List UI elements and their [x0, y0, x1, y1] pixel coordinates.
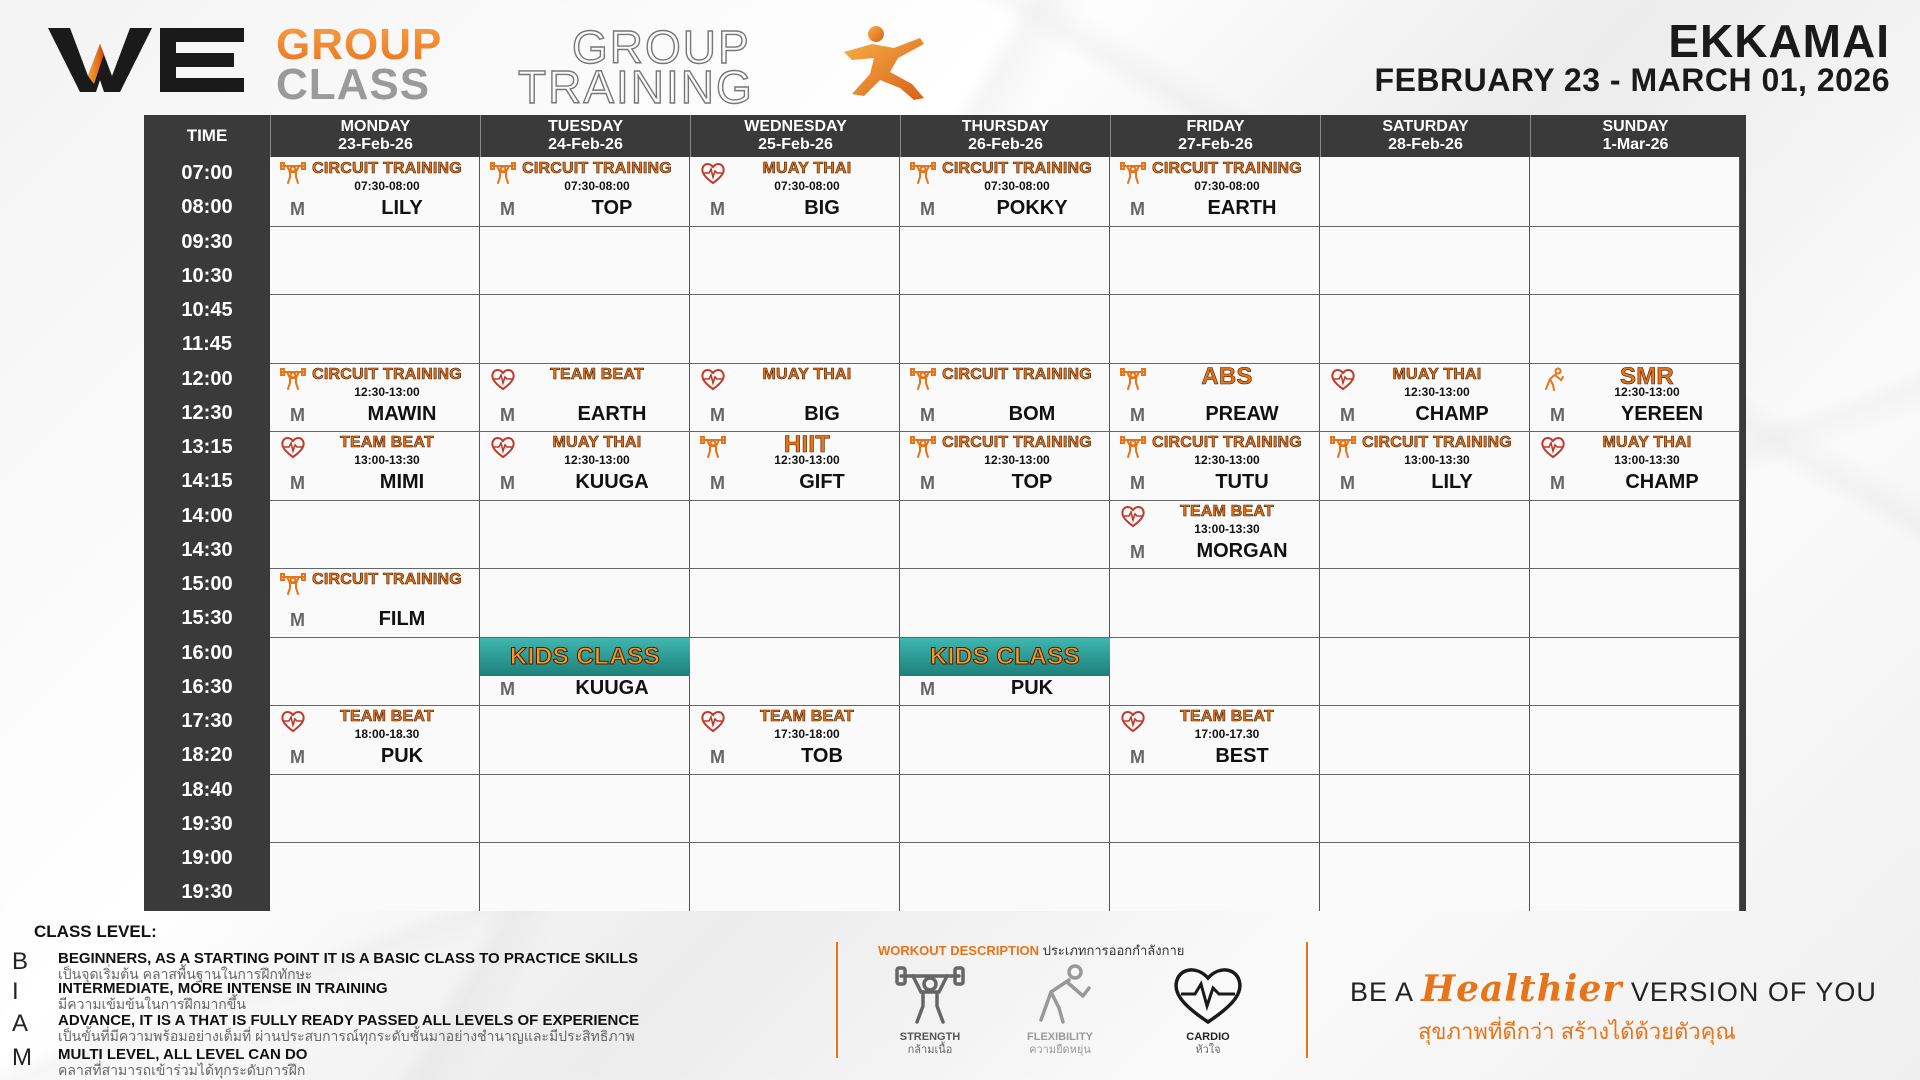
- coach-name: LILY: [1431, 471, 1473, 493]
- level-description-th: เป็นขั้นที่มีความพร้อมอย่างเต็มที่ ผ่านประสบการณ์ทุกระดับชั้นมาอย่างชำนาญและมีประสิทธิภาพ: [58, 1028, 635, 1044]
- time-start: 16:00: [181, 641, 233, 664]
- class-cell[interactable]: [480, 431, 690, 499]
- class-name: CIRCUIT TRAINING: [1152, 434, 1302, 451]
- workout-title-en: WORKOUT DESCRIPTION: [878, 943, 1040, 958]
- class-cell[interactable]: [1110, 363, 1320, 431]
- coach-name: GIFT: [799, 471, 845, 493]
- time-end: 14:15: [181, 470, 233, 492]
- grid-row-line: [270, 294, 1740, 295]
- grid-row-line: [270, 842, 1740, 843]
- slogan: [1350, 968, 1877, 1010]
- level-description: MULTI LEVEL, ALL LEVEL CAN DO: [58, 1046, 308, 1063]
- class-name: CIRCUIT TRAINING: [312, 160, 462, 177]
- class-time: 13:00-13:30: [1404, 453, 1470, 467]
- workout-title-th: ประเภทการออกกำลังกาย: [1042, 943, 1185, 958]
- class-name: TEAM BEAT: [340, 434, 434, 451]
- slogan-post: VERSION OF YOU: [1622, 977, 1877, 1007]
- day-name: WEDNESDAY: [744, 118, 847, 135]
- title-class-bold: CLASS: [276, 60, 431, 109]
- day-date: 24-Feb-26: [548, 136, 623, 153]
- class-cell[interactable]: [1320, 363, 1530, 431]
- schedule-table: [144, 115, 1746, 911]
- class-cell[interactable]: [480, 157, 690, 225]
- class-name: TEAM BEAT: [760, 708, 854, 725]
- class-cell[interactable]: [1530, 363, 1740, 431]
- coach-name: MAWIN: [367, 402, 437, 425]
- day-date: 27-Feb-26: [1178, 136, 1253, 153]
- class-time: 12:30-13:00: [984, 453, 1050, 467]
- class-cell[interactable]: [690, 705, 900, 773]
- level-description: ADVANCE, IT IS A THAT IS FULLY READY PASSED ALL LEVELS OF EXPERIENCE: [58, 1012, 640, 1029]
- class-time: 07:30-08:00: [354, 179, 420, 193]
- class-level: M: [1550, 473, 1565, 493]
- class-time: 12:30-13:00: [564, 453, 630, 467]
- runner-icon: [824, 22, 944, 102]
- class-time: 17:30-18:00: [774, 727, 840, 741]
- level-letter: B: [12, 948, 29, 975]
- time-start: 07:00: [181, 162, 233, 184]
- coach-name: KUUGA: [575, 676, 649, 699]
- class-time: 12:30-13:00: [1404, 384, 1470, 399]
- time-start: 15:00: [181, 573, 233, 595]
- time-slot: [144, 157, 270, 226]
- class-name: TEAM BEAT: [1180, 502, 1274, 520]
- grid-body: [270, 157, 1740, 911]
- time-start: 09:30: [181, 230, 233, 253]
- class-time: 12:30-13:00: [1194, 453, 1260, 467]
- class-level: M: [1130, 747, 1145, 767]
- day-date: 25-Feb-26: [758, 136, 833, 153]
- time-start: 10:45: [181, 299, 233, 321]
- class-level: M: [500, 678, 515, 699]
- flexibility-icon: [1023, 962, 1097, 1026]
- time-slot: [144, 226, 270, 295]
- day-header-thursday: [900, 115, 1110, 157]
- day-header-monday: [270, 115, 480, 157]
- time-end: 11:45: [181, 333, 233, 355]
- class-time: 18:00-18.30: [354, 727, 420, 741]
- class-cell[interactable]: [1110, 500, 1320, 568]
- level-description-th: มีความเข้มข้นในการฝึกมากขึ้น: [58, 996, 246, 1012]
- class-name: ABS: [1201, 362, 1253, 390]
- time-end: 19:30: [181, 881, 233, 903]
- class-cell[interactable]: [900, 157, 1110, 225]
- day-name: THURSDAY: [961, 118, 1050, 135]
- grid-row-line: [270, 705, 1740, 706]
- class-level: M: [710, 473, 725, 493]
- grid-column-line: [1739, 157, 1740, 911]
- coach-name: CHAMP: [1415, 402, 1489, 425]
- time-end: 18:20: [181, 744, 233, 766]
- grid-column-line: [899, 157, 900, 911]
- coach-name: TOB: [801, 745, 843, 767]
- time-end: 08:00: [181, 196, 233, 218]
- class-cell[interactable]: [270, 568, 480, 636]
- time-slot: [144, 705, 270, 774]
- flexibility-legend: [1010, 962, 1110, 1062]
- time-slot: [144, 637, 270, 706]
- time-slot: [144, 431, 270, 500]
- class-name: MUAY THAI: [762, 365, 852, 383]
- coach-name: PUK: [380, 745, 424, 767]
- level-description-th: เป็นจุดเริ่มต้น คลาสพื้นฐานในการฝึกทักษะ: [58, 966, 313, 982]
- class-name: TEAM BEAT: [340, 708, 434, 725]
- class-cell[interactable]: [270, 363, 480, 431]
- table-right-border: [1740, 115, 1746, 911]
- time-end: 14:30: [181, 538, 233, 561]
- time-header: TIME: [186, 126, 228, 145]
- class-level: M: [1130, 473, 1145, 493]
- class-cell[interactable]: [1110, 157, 1320, 225]
- class-name: CIRCUIT TRAINING: [522, 160, 672, 177]
- class-time: 13:00-13:30: [354, 453, 420, 467]
- class-name: MUAY THAI: [552, 434, 642, 451]
- level-letter: M: [12, 1044, 32, 1071]
- day-name: SATURDAY: [1382, 118, 1469, 135]
- class-level: M: [1130, 199, 1145, 219]
- class-level: M: [1130, 541, 1145, 562]
- coach-name: CHAMP: [1625, 471, 1699, 493]
- class-name: TEAM BEAT: [1180, 708, 1274, 725]
- time-slot: [144, 363, 270, 432]
- day-date: 26-Feb-26: [968, 136, 1043, 153]
- coach-name: TOP: [591, 197, 633, 219]
- day-name: FRIDAY: [1186, 118, 1245, 135]
- grid-row-line: [270, 568, 1740, 569]
- class-name: CIRCUIT TRAINING: [1362, 434, 1512, 451]
- class-level: M: [1130, 404, 1145, 425]
- class-level: M: [500, 473, 515, 493]
- class-cell[interactable]: [480, 363, 690, 431]
- time-end: 16:30: [181, 675, 233, 698]
- class-level: M: [290, 610, 305, 630]
- date-range: FEBRUARY 23 - MARCH 01, 2026: [1374, 62, 1890, 98]
- class-time: 17:00-17.30: [1194, 727, 1260, 741]
- footer-divider-left: [836, 942, 838, 1058]
- class-cell[interactable]: [900, 637, 1110, 705]
- day-name: TUESDAY: [548, 118, 623, 135]
- class-cell[interactable]: [480, 637, 690, 705]
- class-cell[interactable]: [270, 705, 480, 773]
- cardio-label-th: หัวใจ: [1195, 1044, 1221, 1056]
- day-name: MONDAY: [340, 118, 411, 135]
- class-level: M: [500, 199, 515, 219]
- class-cell[interactable]: [270, 431, 480, 499]
- cardio-label: CARDIO: [1186, 1031, 1230, 1043]
- grid-column-line: [479, 157, 480, 911]
- day-header-friday: [1110, 115, 1320, 157]
- time-start: 13:15: [181, 436, 233, 458]
- coach-name: KUUGA: [575, 471, 649, 493]
- class-level: M: [920, 678, 935, 699]
- day-header-saturday: [1320, 115, 1530, 157]
- class-cell[interactable]: [1530, 431, 1740, 499]
- class-cell[interactable]: [1320, 431, 1530, 499]
- cardio-icon: [1171, 962, 1245, 1026]
- kids-class-label: KIDS CLASS: [929, 642, 1081, 670]
- slogan-pre: BE A: [1350, 977, 1422, 1007]
- class-level: M: [710, 404, 725, 425]
- time-start: 19:00: [181, 847, 233, 869]
- time-start: 12:00: [181, 367, 233, 390]
- time-slot: [144, 294, 270, 363]
- coach-name: LILY: [381, 197, 423, 219]
- class-cell[interactable]: [690, 363, 900, 431]
- class-name: CIRCUIT TRAINING: [942, 365, 1092, 383]
- class-level: M: [1550, 404, 1565, 425]
- class-level: M: [290, 473, 305, 493]
- time-end: 10:30: [181, 264, 233, 287]
- flexibility-label-th: ความยืดหยุ่น: [1029, 1044, 1091, 1056]
- footer-divider-right: [1306, 942, 1308, 1058]
- class-name: MUAY THAI: [1602, 434, 1692, 451]
- day-date: 28-Feb-26: [1388, 136, 1463, 153]
- coach-name: TUTU: [1215, 471, 1269, 493]
- coach-name: MORGAN: [1196, 539, 1288, 562]
- class-level: M: [1340, 473, 1355, 493]
- day-header-sunday: [1530, 115, 1740, 157]
- class-time: 13:00-13:30: [1614, 453, 1680, 467]
- strength-icon: [893, 962, 967, 1026]
- class-level: M: [710, 747, 725, 767]
- class-time: 07:30-08:00: [1194, 179, 1260, 193]
- class-cell[interactable]: [900, 431, 1110, 499]
- time-start: 14:00: [181, 504, 233, 527]
- class-name: SMR: [1620, 362, 1674, 390]
- class-name: MUAY THAI: [762, 160, 852, 177]
- class-time: 12:30-13:00: [354, 384, 420, 399]
- class-cell[interactable]: [1110, 705, 1320, 773]
- level-description: BEGINNERS, AS A STARTING POINT IT IS A BASIC CLASS TO PRACTICE SKILLS: [58, 950, 639, 967]
- time-end: 15:30: [181, 607, 233, 629]
- day-date: 1-Mar-26: [1602, 136, 1669, 153]
- strength-label: STRENGTH: [899, 1031, 961, 1043]
- class-level: M: [1340, 404, 1355, 425]
- title-training-outline: TRAINING: [518, 61, 754, 113]
- class-name: MUAY THAI: [1392, 365, 1482, 383]
- day-header-tuesday: [480, 115, 690, 157]
- branch-name: EKKAMAI: [1668, 15, 1890, 67]
- coach-name: BIG: [804, 197, 840, 219]
- class-level: M: [920, 473, 935, 493]
- grid-row-line: [270, 226, 1740, 227]
- time-slot: [144, 500, 270, 569]
- grid-column-line: [1529, 157, 1530, 911]
- class-name: HIIT: [783, 431, 831, 458]
- coach-name: EARTH: [577, 402, 647, 425]
- grid-column-line: [689, 157, 690, 911]
- class-time: 07:30-08:00: [774, 179, 840, 193]
- class-level: M: [290, 404, 305, 425]
- time-slot: [144, 568, 270, 637]
- time-end: 19:30: [181, 812, 233, 835]
- kids-class-label: KIDS CLASS: [509, 642, 661, 670]
- cardio-legend: [1158, 962, 1258, 1062]
- class-level: M: [710, 199, 725, 219]
- class-time: 07:30-08:00: [984, 179, 1050, 193]
- class-cell[interactable]: [690, 431, 900, 499]
- flexibility-label: FLEXIBILITY: [1027, 1031, 1093, 1043]
- coach-name: POKKY: [996, 197, 1068, 219]
- workout-description-title: [878, 940, 1184, 961]
- class-level: M: [290, 199, 305, 219]
- level-description: INTERMEDIATE, MORE INTENSE IN TRAINING: [58, 980, 388, 997]
- title-group-outline: GROUP: [572, 21, 751, 73]
- class-time: 12:30-13:00: [774, 453, 840, 467]
- class-cell[interactable]: [900, 363, 1110, 431]
- class-time: 12:30-13:00: [1614, 384, 1680, 399]
- class-name: CIRCUIT TRAINING: [1152, 160, 1302, 177]
- coach-name: BIG: [804, 402, 840, 425]
- time-slot: [144, 842, 270, 911]
- class-name: CIRCUIT TRAINING: [942, 434, 1092, 451]
- class-name: CIRCUIT TRAINING: [312, 571, 462, 588]
- coach-name: MIMI: [379, 471, 425, 493]
- coach-name: YEREEN: [1620, 402, 1704, 425]
- coach-name: PREAW: [1205, 402, 1279, 425]
- title-block: [272, 18, 952, 113]
- class-cell[interactable]: [270, 157, 480, 225]
- day-date: 23-Feb-26: [338, 136, 413, 153]
- level-letter: I: [12, 978, 19, 1005]
- time-start: 17:30: [181, 710, 233, 732]
- coach-name: TOP: [1011, 471, 1053, 493]
- level-description-th: คลาสที่สามารถเข้าร่วมได้ทุกระดับการฝึก: [58, 1062, 306, 1078]
- class-level: M: [290, 747, 305, 767]
- class-level: M: [920, 404, 935, 425]
- we-logo: [48, 24, 248, 96]
- class-cell[interactable]: [1110, 431, 1320, 499]
- coach-name: EARTH: [1207, 197, 1277, 219]
- class-level-title: CLASS LEVEL:: [34, 922, 157, 941]
- class-cell[interactable]: [690, 157, 900, 225]
- class-time: 13:00-13:30: [1194, 521, 1260, 536]
- time-end: 12:30: [181, 401, 233, 424]
- class-name: TEAM BEAT: [550, 365, 644, 383]
- title-group-bold: GROUP: [276, 20, 443, 69]
- strength-legend: [880, 962, 980, 1062]
- time-slot: [144, 774, 270, 843]
- class-level: M: [920, 199, 935, 219]
- time-start: 18:40: [181, 778, 233, 801]
- day-name: SUNDAY: [1602, 118, 1669, 135]
- coach-name: BOM: [1008, 402, 1056, 425]
- class-time: 07:30-08:00: [564, 179, 630, 193]
- coach-name: FILM: [378, 608, 426, 630]
- class-level: M: [500, 404, 515, 425]
- day-header-wednesday: [690, 115, 900, 157]
- class-name: CIRCUIT TRAINING: [312, 365, 462, 383]
- grid-row-line: [270, 774, 1740, 775]
- grid-row-line: [270, 500, 1740, 501]
- coach-name: BEST: [1215, 745, 1269, 767]
- coach-name: PUK: [1010, 676, 1054, 699]
- slogan-highlight: Healthier: [1421, 968, 1623, 1010]
- slogan-thai: สุขภาพที่ดีกว่า สร้างได้ด้วยตัวคุณ: [1418, 1019, 1736, 1044]
- class-name: CIRCUIT TRAINING: [942, 160, 1092, 177]
- strength-label-th: กล้ามเนื้อ: [907, 1044, 953, 1056]
- level-letter: A: [12, 1010, 29, 1037]
